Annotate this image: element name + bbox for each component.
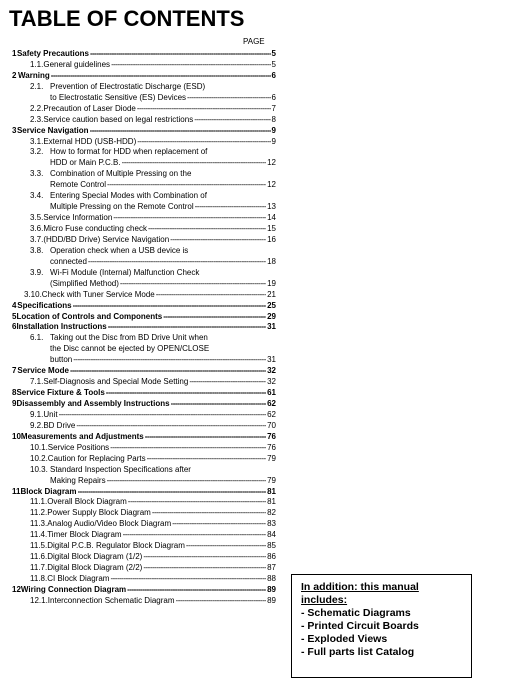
toc-entry-number: 9 xyxy=(12,399,17,408)
toc-dot-leader xyxy=(137,104,271,115)
toc-entry-page: 62 xyxy=(267,409,276,419)
toc-dot-leader xyxy=(148,224,266,235)
toc-entry-page: 87 xyxy=(267,563,276,573)
toc-entry-number: 2 xyxy=(12,70,17,80)
toc-entry-number: 10.1. xyxy=(30,442,48,452)
toc-entry[interactable] xyxy=(12,574,276,585)
addition-heading-line2: includes: xyxy=(301,594,348,606)
toc-entry[interactable] xyxy=(12,279,276,290)
toc-entry-number: 7 xyxy=(12,366,17,376)
toc-entry-title: External HDD (USB-HDD) xyxy=(43,136,137,146)
toc-entry-number: 11 xyxy=(12,486,21,496)
toc-dot-leader xyxy=(70,366,266,377)
toc-dot-leader xyxy=(78,487,267,498)
toc-entry[interactable] xyxy=(12,322,276,333)
toc-entry-page: 19 xyxy=(267,278,276,288)
toc-dot-leader xyxy=(176,596,267,607)
toc-entry[interactable] xyxy=(12,180,276,191)
table-of-contents xyxy=(12,49,276,607)
addition-heading-line1: In addition: this manual xyxy=(301,581,419,593)
toc-entry-page: 82 xyxy=(267,508,276,518)
toc-entry[interactable] xyxy=(12,147,276,158)
toc-entry-page: 21 xyxy=(267,289,276,299)
toc-entry-number: 2.2. xyxy=(30,103,44,113)
toc-entry-title: Making Repairs xyxy=(50,475,106,485)
toc-entry-page: 76 xyxy=(267,442,276,452)
toc-entry-title: Service Navigation xyxy=(16,125,89,135)
toc-entry-number: 8 xyxy=(12,388,17,398)
toc-entry[interactable] xyxy=(12,366,276,377)
toc-dot-leader xyxy=(143,552,266,563)
toc-entry-title: connected xyxy=(50,256,87,266)
toc-entry-title: Combination of Multiple Pressing on the xyxy=(50,169,192,179)
toc-dot-leader xyxy=(123,530,267,541)
toc-dot-leader xyxy=(120,279,266,290)
toc-entry-page: 79 xyxy=(267,475,276,485)
toc-entry-page: 86 xyxy=(267,552,276,562)
toc-entry-title: HDD or Main P.C.B. xyxy=(50,158,121,168)
toc-entry-number: 2.3. xyxy=(30,114,44,124)
toc-entry-number: 3.5. xyxy=(30,213,44,223)
addition-item: - Printed Circuit Boards xyxy=(301,620,419,632)
toc-entry[interactable] xyxy=(12,169,276,180)
toc-entry-title: Self-Diagnosis and Special Mode Setting xyxy=(43,377,189,387)
toc-entry-title: Micro Fuse conducting check xyxy=(43,224,147,233)
toc-entry[interactable] xyxy=(12,344,276,355)
toc-entry-title: Overall Block Diagram xyxy=(47,497,127,507)
toc-entry-number: 11.7. xyxy=(30,563,48,573)
toc-entry[interactable] xyxy=(12,202,276,213)
toc-entry-number: 6.1. xyxy=(30,333,44,343)
toc-entry-number: 3.1. xyxy=(30,136,44,146)
toc-entry-title: Measurements and Adjustments xyxy=(20,431,144,441)
toc-entry[interactable] xyxy=(12,487,276,498)
toc-entry-page: 18 xyxy=(267,256,276,266)
toc-entry[interactable] xyxy=(12,355,276,366)
toc-dot-leader xyxy=(107,180,266,191)
toc-entry-title: Entering Special Modes with Combination of xyxy=(50,191,207,201)
toc-entry-page: 32 xyxy=(267,366,276,376)
toc-entry-page: 76 xyxy=(267,431,276,441)
toc-entry-title: Analog Audio/Video Block Diagram xyxy=(47,519,172,529)
toc-entry-page: 8 xyxy=(271,114,276,124)
toc-entry-number: 9.2. xyxy=(30,420,44,430)
toc-entry[interactable] xyxy=(12,104,276,115)
toc-dot-leader xyxy=(111,60,270,71)
toc-entry[interactable] xyxy=(12,530,276,541)
toc-entry-number: 3.6. xyxy=(30,224,44,233)
toc-entry-page: 5 xyxy=(271,49,276,58)
toc-entry-number: 11.5. xyxy=(30,541,48,551)
toc-entry[interactable] xyxy=(12,257,276,268)
toc-entry-page: 70 xyxy=(267,420,276,430)
toc-entry[interactable] xyxy=(12,290,276,301)
toc-entry-number: 10.3. xyxy=(30,464,48,474)
toc-dot-leader xyxy=(171,399,267,410)
toc-entry-title: Check with Tuner Service Mode xyxy=(41,289,155,299)
toc-dot-leader xyxy=(170,235,266,246)
toc-dot-leader xyxy=(73,301,267,312)
toc-entry[interactable] xyxy=(12,224,276,235)
toc-dot-leader xyxy=(147,454,266,465)
toc-entry-title: Digital Block Diagram (2/2) xyxy=(47,563,143,573)
toc-entry-title: Caution for Replacing Parts xyxy=(47,453,146,463)
toc-entry-page: 81 xyxy=(267,486,276,496)
toc-entry-title: Precaution of Laser Diode xyxy=(43,103,136,113)
toc-entry[interactable] xyxy=(12,333,276,344)
toc-entry[interactable] xyxy=(12,158,276,169)
toc-entry-title: Installation Instructions xyxy=(16,322,107,332)
toc-entry-number: 1 xyxy=(12,49,17,58)
toc-entry-number: 3.10. xyxy=(24,289,42,299)
toc-entry-title: Location of Controls and Components xyxy=(16,311,163,321)
toc-entry[interactable] xyxy=(12,541,276,552)
toc-dot-leader xyxy=(194,115,270,126)
toc-entry-number: 3.4. xyxy=(30,191,44,201)
toc-dot-leader xyxy=(127,585,266,596)
toc-entry-title: Multiple Pressing on the Remote Control xyxy=(50,202,194,212)
toc-entry-page: 12 xyxy=(267,180,276,190)
toc-entry-page: 6 xyxy=(271,92,276,102)
toc-entry-number: 11.6. xyxy=(30,552,48,562)
toc-entry-title: Interconnection Schematic Diagram xyxy=(47,595,175,605)
toc-entry[interactable] xyxy=(12,213,276,224)
page-title: TABLE OF CONTENTS xyxy=(9,6,245,31)
addition-item: - Schematic Diagrams xyxy=(301,607,411,619)
toc-dot-leader xyxy=(107,476,267,487)
toc-entry-page: 5 xyxy=(271,59,276,69)
toc-dot-leader xyxy=(90,126,271,137)
toc-entry-title: to Electrostatic Sensitive (ES) Devices xyxy=(50,92,187,102)
toc-entry-title: Block Diagram xyxy=(20,486,77,496)
toc-entry[interactable] xyxy=(12,71,276,82)
toc-entry-page: 62 xyxy=(267,399,276,408)
toc-entry[interactable] xyxy=(12,596,276,607)
toc-entry-title: Service Information xyxy=(43,213,113,223)
toc-entry-number: 3.9. xyxy=(30,267,44,277)
toc-entry-title: Taking out the Disc from BD Drive Unit when xyxy=(50,333,208,343)
toc-entry[interactable] xyxy=(12,432,276,443)
toc-entry-number: 12 xyxy=(12,584,21,594)
toc-dot-leader xyxy=(156,290,266,301)
toc-entry-number: 11.2. xyxy=(30,508,48,518)
toc-entry-title: Warning xyxy=(18,70,50,80)
toc-entry-number: 3.7. xyxy=(30,234,44,244)
toc-entry-page: 9 xyxy=(271,125,276,135)
toc-dot-leader xyxy=(163,312,266,323)
toc-dot-leader xyxy=(186,541,266,552)
toc-dot-leader xyxy=(113,213,266,224)
toc-entry-page: 32 xyxy=(267,377,276,387)
toc-entry[interactable] xyxy=(12,497,276,508)
toc-entry-title: Service Mode xyxy=(17,366,69,376)
toc-entry-number: 2.1. xyxy=(30,81,44,91)
toc-dot-leader xyxy=(76,421,266,432)
toc-entry-title: Service caution based on legal restrictions xyxy=(43,114,194,124)
toc-entry[interactable] xyxy=(12,421,276,432)
toc-dot-leader xyxy=(110,443,266,454)
toc-entry-title: (HDD/BD Drive) Service Navigation xyxy=(43,234,170,244)
toc-entry-number: 12.1. xyxy=(30,595,48,605)
toc-entry-title: Unit xyxy=(43,409,58,419)
toc-entry[interactable] xyxy=(12,126,276,137)
toc-entry[interactable] xyxy=(12,563,276,574)
toc-entry-title: Timer Block Diagram xyxy=(47,530,122,540)
toc-entry-title: button xyxy=(50,355,73,365)
toc-entry-number: 4 xyxy=(12,300,17,310)
toc-entry-number: 3.8. xyxy=(30,245,44,255)
toc-entry-page: 29 xyxy=(267,311,276,321)
toc-entry-number: 6 xyxy=(12,322,17,332)
toc-entry-page: 61 xyxy=(267,388,276,398)
toc-entry-title: Standard Inspection Specifications after xyxy=(50,464,191,474)
toc-entry-title: (Simplified Method) xyxy=(50,278,119,288)
toc-entry[interactable] xyxy=(12,60,276,71)
toc-entry-page: 89 xyxy=(267,584,276,594)
toc-entry-title: Disassembly and Assembly Instructions xyxy=(16,399,170,408)
toc-entry-title: CI Block Diagram xyxy=(47,574,110,583)
toc-entry-title: Specifications xyxy=(17,300,72,310)
toc-dot-leader xyxy=(128,497,266,508)
toc-entry-number: 3.2. xyxy=(30,147,44,157)
toc-dot-leader xyxy=(145,432,266,443)
toc-entry-page: 84 xyxy=(267,530,276,540)
toc-entry[interactable] xyxy=(12,465,276,476)
toc-dot-leader xyxy=(152,508,266,519)
toc-entry-page: 7 xyxy=(271,103,276,113)
toc-dot-leader xyxy=(110,574,266,585)
toc-dot-leader xyxy=(172,519,266,530)
toc-entry-number: 10.2. xyxy=(30,453,48,463)
toc-entry-page: 14 xyxy=(267,213,276,223)
page-column-header: PAGE xyxy=(243,37,265,46)
toc-entry[interactable] xyxy=(12,399,276,410)
toc-entry-number: 3.3. xyxy=(30,169,44,179)
toc-entry-page: 88 xyxy=(267,574,276,583)
toc-entry[interactable] xyxy=(12,552,276,563)
toc-entry-page: 15 xyxy=(267,224,276,233)
toc-entry-page: 31 xyxy=(267,322,276,332)
toc-entry[interactable] xyxy=(12,443,276,454)
toc-entry[interactable] xyxy=(12,191,276,202)
toc-entry-page: 12 xyxy=(267,158,276,168)
toc-entry-number: 1.1. xyxy=(30,59,44,69)
toc-entry[interactable] xyxy=(12,268,276,279)
toc-entry-title: Prevention of Electrostatic Discharge (ESD) xyxy=(50,81,206,91)
toc-dot-leader xyxy=(90,49,271,60)
toc-entry-page: 25 xyxy=(267,300,276,310)
toc-entry-title: Service Positions xyxy=(47,442,110,452)
toc-entry-title: Wiring Connection Diagram xyxy=(20,584,127,594)
toc-entry[interactable] xyxy=(12,519,276,530)
toc-entry-page: 6 xyxy=(271,70,276,80)
toc-entry[interactable] xyxy=(12,377,276,388)
toc-entry-page: 85 xyxy=(267,541,276,551)
toc-entry-page: 16 xyxy=(267,234,276,244)
toc-entry[interactable] xyxy=(12,388,276,399)
toc-dot-leader xyxy=(137,137,270,148)
toc-dot-leader xyxy=(59,410,267,421)
toc-entry[interactable] xyxy=(12,312,276,323)
toc-entry-title: Safety Precautions xyxy=(16,49,89,58)
toc-entry-title: Remote Control xyxy=(50,180,107,190)
toc-entry[interactable] xyxy=(12,82,276,93)
toc-entry[interactable] xyxy=(12,410,276,421)
addition-item: - Full parts list Catalog xyxy=(301,646,415,658)
toc-entry-number: 11.4. xyxy=(30,530,48,540)
toc-dot-leader xyxy=(189,377,266,388)
toc-entry[interactable] xyxy=(12,235,276,246)
toc-dot-leader xyxy=(51,71,271,82)
toc-entry-page: 81 xyxy=(267,497,276,507)
toc-entry-title: Service Fixture & Tools xyxy=(16,388,105,398)
toc-entry[interactable] xyxy=(12,246,276,257)
toc-entry[interactable] xyxy=(12,476,276,487)
toc-entry[interactable] xyxy=(12,137,276,148)
toc-entry[interactable] xyxy=(12,585,276,596)
toc-entry-page: 13 xyxy=(267,202,276,212)
toc-dot-leader xyxy=(88,257,266,268)
toc-entry-number: 5 xyxy=(12,311,17,321)
toc-entry-title: General guidelines xyxy=(43,59,111,69)
toc-entry-number: 7.1. xyxy=(30,377,44,387)
toc-entry[interactable] xyxy=(12,454,276,465)
toc-entry-page: 9 xyxy=(271,136,276,146)
toc-dot-leader xyxy=(108,322,266,333)
toc-entry-number: 11.1. xyxy=(30,497,48,507)
toc-dot-leader xyxy=(122,158,267,169)
toc-entry-title: Wi-Fi Module (Internal) Malfunction Check xyxy=(50,267,200,277)
toc-entry-title: BD Drive xyxy=(43,420,76,430)
toc-dot-leader xyxy=(195,202,266,213)
addition-box xyxy=(291,574,472,678)
toc-dot-leader xyxy=(143,563,266,574)
toc-entry[interactable] xyxy=(12,301,276,312)
toc-entry[interactable] xyxy=(12,93,276,104)
toc-dot-leader xyxy=(106,388,266,399)
toc-entry-number: 11.8. xyxy=(30,574,48,583)
toc-dot-leader xyxy=(187,93,271,104)
toc-entry-page: 31 xyxy=(267,355,276,365)
toc-entry-title: Operation check when a USB device is xyxy=(50,245,189,255)
toc-entry-title: Power Supply Block Diagram xyxy=(47,508,151,518)
toc-entry-title: the Disc cannot be ejected by OPEN/CLOSE xyxy=(50,344,210,354)
toc-dot-leader xyxy=(73,355,266,366)
toc-entry-page: 89 xyxy=(267,595,276,605)
toc-entry-number: 3 xyxy=(12,125,17,135)
toc-entry-number: 10 xyxy=(12,431,21,441)
toc-entry[interactable] xyxy=(12,49,276,60)
toc-entry-page: 79 xyxy=(267,453,276,463)
toc-entry-page: 83 xyxy=(267,519,276,529)
toc-entry-title: Digital P.C.B. Regulator Block Diagram xyxy=(47,541,185,551)
toc-entry-title: How to format for HDD when replacement of xyxy=(50,147,208,157)
toc-entry[interactable] xyxy=(12,115,276,126)
toc-entry-number: 11.3. xyxy=(30,519,48,529)
toc-entry-number: 9.1. xyxy=(30,409,44,419)
addition-item: - Exploded Views xyxy=(301,633,388,645)
toc-entry-title: Digital Block Diagram (1/2) xyxy=(47,552,143,562)
toc-entry[interactable] xyxy=(12,508,276,519)
